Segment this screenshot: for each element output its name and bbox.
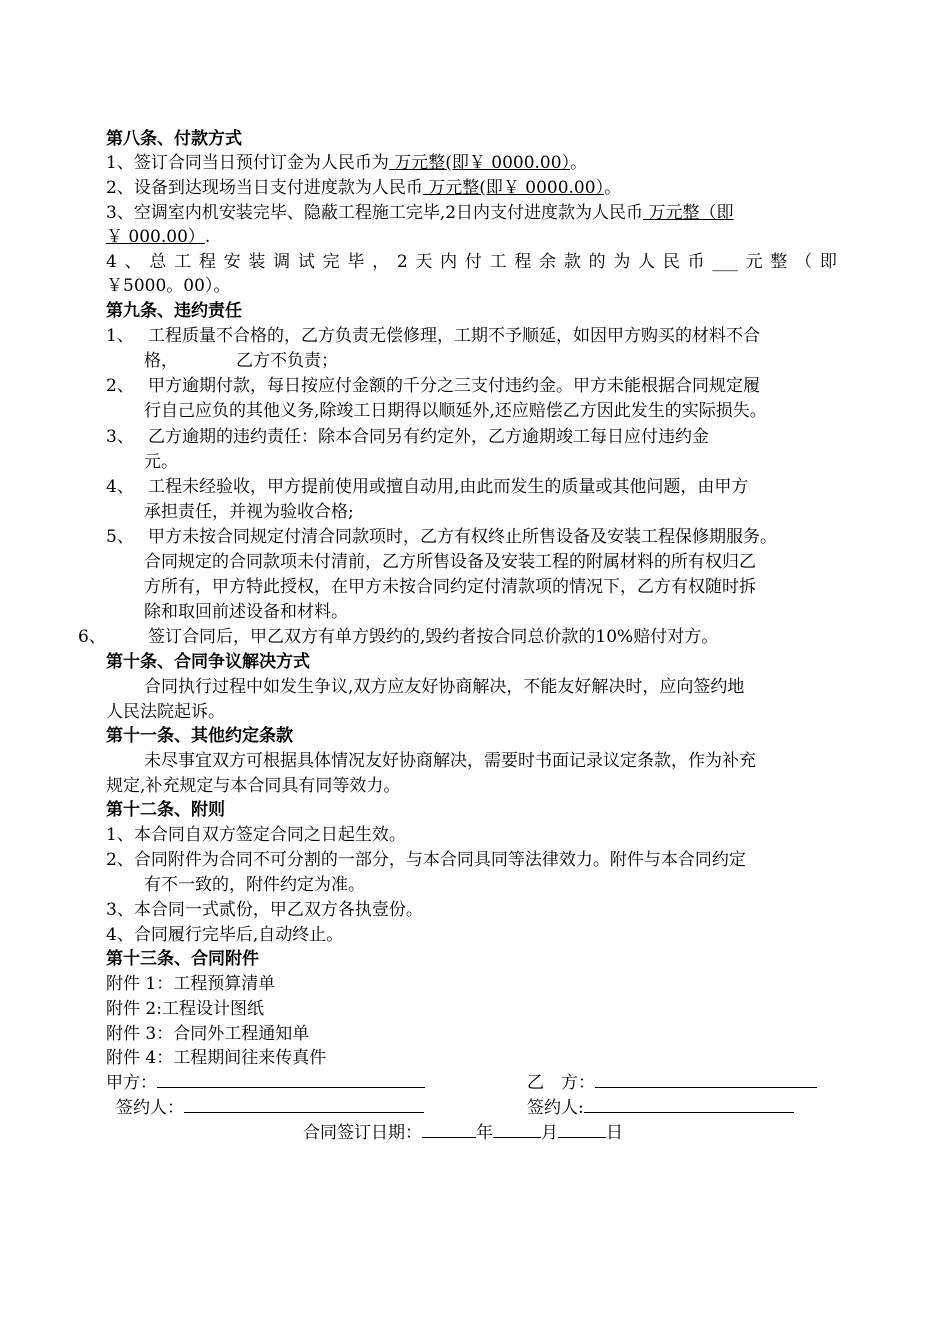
article-9-item-3-num: 3、 — [106, 427, 134, 447]
article-8-item-4-char: 币 — [687, 252, 705, 272]
article-8-item-4-char: 的 — [588, 252, 606, 272]
article-10-line: 合同执行过程中如发生争议,双方应友好协商解决，不能友好解决时，应向签约地 — [144, 677, 745, 697]
amount-field: 万元整（即 — [643, 203, 734, 223]
article-9-item-1-line: 工程质量不合格的，乙方负责无偿修理，工期不予顺延，如因甲方购买的材料不合 — [148, 326, 760, 346]
article-9-item-5-line: 合同规定的合同款项未付清前，乙方所售设备及安装工程的附属材料的所有权归乙 — [144, 552, 756, 572]
article-8-item-4-char: ， — [372, 252, 390, 272]
amount-field: 万元整(即￥ 0000.00） — [422, 178, 605, 198]
article-10-line: 人民法院起诉。 — [106, 702, 225, 722]
article-8-item-4-char: 整 — [770, 252, 788, 272]
article-8-item-4-char: 工 — [174, 252, 192, 272]
article-8-item-4-char: 工 — [489, 252, 507, 272]
article-9-item-2-line: 行自己应负的其他义务,除竣工日期得以顺延外,还应赔偿乙方因此发生的实际损失。 — [144, 401, 767, 421]
article-9-item-2-num: 2、 — [106, 376, 134, 396]
article-8-item-4-char: 即 — [819, 252, 837, 272]
article-8-item-4-char: 4 — [106, 252, 117, 272]
attachment-4: 附件 4：工程期间往来传真件 — [106, 1048, 327, 1068]
article-8-item-4-char: 余 — [539, 252, 557, 272]
month-field[interactable] — [493, 1121, 541, 1138]
party-a-field[interactable] — [157, 1071, 425, 1088]
article-12-title: 第十二条、附则 — [106, 800, 225, 820]
article-12-item-4: 4、合同履行完毕后,自动终止。 — [106, 925, 344, 945]
amount-field: 万元整(即￥ 0000.00） — [388, 153, 571, 173]
article-9-item-5-num: 5、 — [106, 527, 134, 547]
article-8-item-4-char: 程 — [514, 252, 532, 272]
article-8-item-4-char: 程 — [198, 252, 216, 272]
attachment-3: 附件 3：合同外工程通知单 — [106, 1024, 310, 1044]
attachment-1: 附件 1：工程预算清单 — [106, 974, 276, 994]
article-9-item-4-line: 工程未经验收，甲方提前使用或擅自动用,由此而发生的质量或其他问题，由甲方 — [148, 477, 749, 497]
article-11-line: 规定,补充规定与本合同具有同等效力。 — [106, 776, 401, 796]
article-8-item-4-char: 试 — [297, 252, 315, 272]
article-8-item-4-char: ___ — [712, 252, 738, 272]
party-a-label: 甲方： — [106, 1073, 157, 1093]
article-13-title: 第十三条、合同附件 — [106, 949, 259, 969]
article-8-item-4-char: 天 — [415, 252, 433, 272]
article-8-item-4-char: 调 — [273, 252, 291, 272]
article-9-item-2-line: 甲方逾期付款，每日按应付金额的千分之三支付违约金。甲方未能根据合同规定履 — [148, 376, 760, 396]
article-8-item-4-char: （ — [795, 252, 813, 272]
article-9-item-1-num: 1、 — [106, 326, 134, 346]
article-8-item-4 — [106, 250, 837, 274]
signer-a-label: 签约人： — [116, 1098, 184, 1118]
sign-date-label: 合同签订日期： — [303, 1123, 422, 1143]
amount-field: ￥ 000.00） — [106, 227, 205, 247]
article-8-item-4-char: 2 — [396, 252, 408, 272]
party-a-row — [106, 1071, 425, 1095]
article-8-item-4-char: 总 — [149, 252, 167, 272]
article-8-item-4-char: 装 — [248, 252, 266, 272]
article-8-item-4-char: 为 — [613, 252, 631, 272]
article-9-item-6-line: 签订合同后，甲乙双方有单方毁约的,毁约者按合同总价款的10%赔付对方。 — [148, 627, 719, 647]
article-9-item-5-line: 除和取回前述设备和材料。 — [144, 602, 348, 622]
signer-b-field[interactable] — [584, 1096, 794, 1113]
article-12-item-2: 2、合同附件为合同不可分割的一部分，与本合同具同等法律效力。附件与本合同约定 — [106, 850, 746, 870]
article-8-item-4-char: 元 — [745, 252, 763, 272]
article-8-item-2: 2、设备到达现场当日支付进度款为人民币 万元整(即￥ 0000.00）。 — [106, 178, 622, 198]
article-9-title: 第九条、违约责任 — [106, 301, 242, 321]
article-8-item-4-char: 款 — [563, 252, 581, 272]
article-8-item-4-char: 毕 — [347, 252, 365, 272]
article-8-item-4-char: 人 — [638, 252, 656, 272]
article-9-item-5-line: 方所有，甲方特此授权，在甲方未按合同约定付清款项的情况下，乙方有权随时拆 — [144, 577, 756, 597]
article-12-item-1: 1、本合同自双方签定合同之日起生效。 — [106, 825, 406, 845]
signer-a-field[interactable] — [184, 1096, 424, 1113]
article-9-item-3-line: 元。 — [144, 452, 178, 472]
article-9-item-4-line: 承担责任，并视为验收合格; — [144, 502, 354, 522]
article-8-item-4-char: 安 — [223, 252, 241, 272]
article-8-item-4-cont: ￥5000。00）。 — [106, 276, 231, 296]
article-8-item-3: 3、空调室内机安装完毕、隐蔽工程施工完毕,2日内支付进度款为人民币 万元整（即 — [106, 203, 734, 223]
article-9-item-3-line: 乙方逾期的违约责任：除本合同另有约定外，乙方逾期竣工每日应付违约金 — [148, 427, 709, 447]
sign-date-row: 合同签订日期： 年 月 日 — [303, 1123, 623, 1143]
article-8-item-4-char: 付 — [464, 252, 482, 272]
day-field[interactable] — [558, 1121, 606, 1138]
signer-b-label: 签约人: — [527, 1098, 584, 1118]
article-12-item-3: 3、本合同一式贰份，甲乙双方各执壹份。 — [106, 900, 423, 920]
article-12-item-2-cont: 有不一致的，附件约定为准。 — [144, 875, 365, 895]
signer-b-row — [527, 1096, 794, 1120]
article-11-line: 未尽事宜双方可根据具体情况友好协商解决，需要时书面记录议定条款，作为补充 — [144, 751, 756, 771]
article-8-title: 第八条、付款方式 — [106, 129, 242, 149]
article-9-item-4-num: 4、 — [106, 477, 134, 497]
party-b-label: 乙 方： — [527, 1073, 595, 1093]
article-8-item-4-char: 内 — [440, 252, 458, 272]
article-8-item-3-cont: ￥ 000.00）. — [106, 227, 211, 247]
article-8-item-4-char: 、 — [124, 252, 142, 272]
party-b-field[interactable] — [595, 1071, 817, 1088]
article-9-item-1-line: 格， 乙方不负责； — [144, 351, 338, 371]
article-9-item-5-line: 甲方未按合同规定付清合同款项时，乙方有权终止所售设备及安装工程保修期服务。 — [148, 527, 777, 547]
article-9-item-6-num: 6、 — [78, 627, 106, 647]
article-8-item-1: 1、签订合同当日预付订金为人民币为 万元整(即￥ 0000.00）。 — [106, 153, 588, 173]
article-11-title: 第十一条、其他约定条款 — [106, 726, 293, 746]
year-field[interactable] — [422, 1121, 476, 1138]
article-8-item-4-char: 完 — [322, 252, 340, 272]
article-8-item-4-char: 民 — [662, 252, 680, 272]
party-b-row — [527, 1071, 817, 1095]
article-10-title: 第十条、合同争议解决方式 — [106, 652, 310, 672]
signer-a-row — [116, 1096, 424, 1120]
attachment-2: 附件 2:工程设计图纸 — [106, 999, 264, 1019]
